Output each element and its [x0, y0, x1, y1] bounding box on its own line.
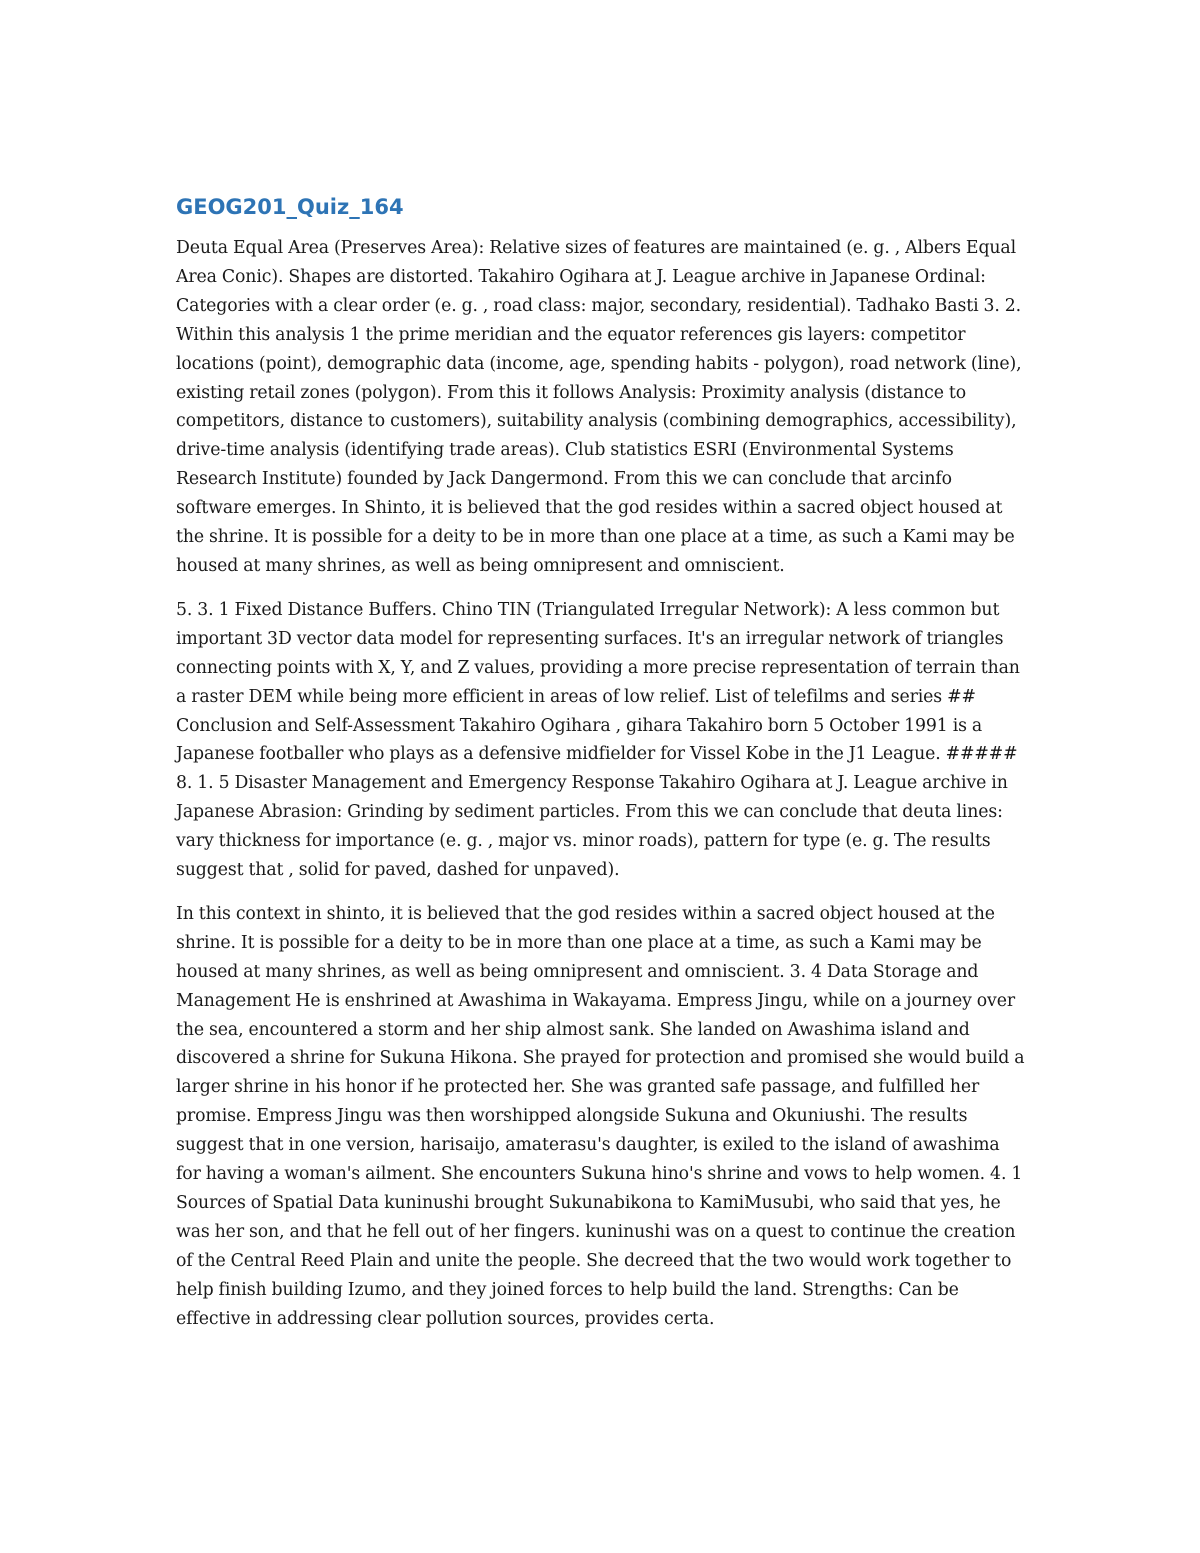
document-title: GEOG201_Quiz_164 [176, 195, 404, 219]
paragraph-3: In this context in shinto, it is believed that the god resides within a sacred object housed at the shrine. It is possible for a deity to be in more than one place at a time, as such a Kami may be housed at many shrines, as well as being omnipresent and omniscient. 3. 4 Data Storage and Management He is enshrined at Awashima in Wakayama. Empress Jingu, while on a journey over the sea, encountered a storm and her ship almost sank. She landed on Awashima island and discovered a shrine for Sukuna Hikona. She prayed for protection and promised she would build a larger shrine in his honor if he protected her. She was granted safe passage, and fulfilled her promise. Empress Jingu was then worshipped alongside Sukuna and Okuniushi. The results suggest that in one version, harisaijo, amaterasu's daughter, is exiled to the island of awashima for having a woman's ailment. She encounters Sukuna hino's shrine and vows to help women. 4. 1 Sources of Spatial Data kuninushi brought Sukunabikona to KamiMusubi, who said that yes, he was her son, and that he fell out of her fingers. kuninushi was on a quest to continue the creation of the Central Reed Plain and unite the people. She decreed that the two would work together to help finish building Izumo, and they joined forces to help build the land. Strengths: Can be effective in addressing clear pollution sources, provides certa. [176, 903, 1025, 1329]
paragraph-1: Deuta Equal Area (Preserves Area): Relative sizes of features are maintained (e. g. , Albers Equal Area Conic). Shapes are distorted. Takahiro Ogihara at J. League archive in Japanese Ordinal: Categories with a clear order (e. g. , road class: major, secondary, residential). Tadhako Basti 3. 2. Within this analysis 1 the prime meridian and the equator references gis layers: competitor locations (point), demographic data (income, age, spending habits - polygon), road network (line), existing retail zones (polygon). From this it follows Analysis: Proximity analysis (distance to competitors, distance to customers), suitability analysis (combining demographics, accessibility), drive-time analysis (identifying trade areas). Club statistics ESRI (Environmental Systems Research Institute) founded by Jack Dangermond. From this we can conclude that arcinfo software emerges. In Shinto, it is believed that the god resides within a sacred object housed at the shrine. It is possible for a deity to be in more than one place at a time, as such a Kami may be housed at many shrines, as well as being omnipresent and omniscient. [176, 238, 1022, 576]
paragraph-2: 5. 3. 1 Fixed Distance Buffers. Chino TIN (Triangulated Irregular Network): A less common but important 3D vector data model for representing surfaces. It's an irregular network of triangles connecting points with X, Y, and Z values, providing a more precise representation of terrain than a raster DEM while being more efficient in areas of low relief. List of telefilms and series ## Conclusion and Self-Assessment Takahiro Ogihara , gihara Takahiro born 5 October 1991 is a Japanese footballer who plays as a defensive midfielder for Vissel Kobe in the J1 League. ##### 8. 1. 5 Disaster Management and Emergency Response Takahiro Ogihara at J. League archive in Japanese Abrasion: Grinding by sediment particles. From this we can conclude that deuta lines: vary thickness for importance (e. g. , major vs. minor roads), pattern for type (e. g. The results suggest that , solid for paved, dashed for unpaved). [176, 599, 1020, 881]
document-body [176, 190, 1028, 1349]
